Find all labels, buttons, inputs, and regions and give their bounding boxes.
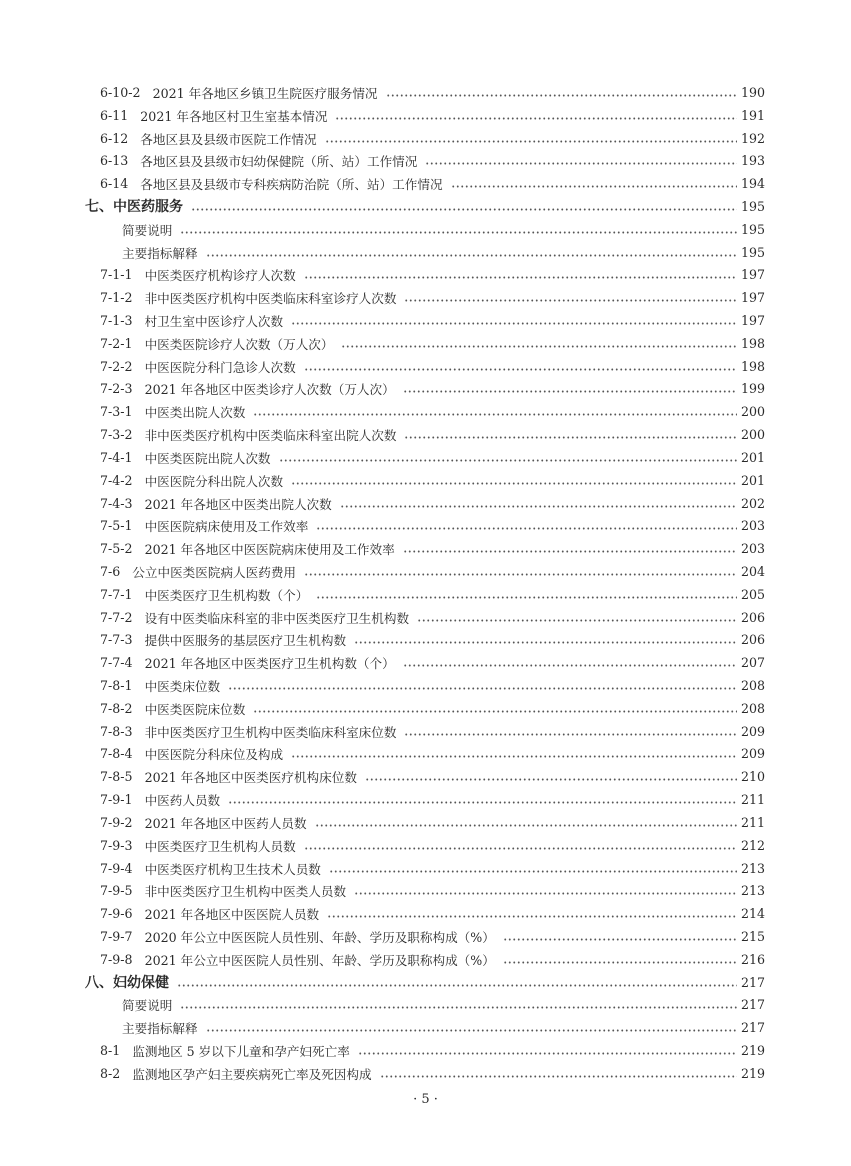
toc-entry[interactable] [0,560,851,583]
dot-leader [365,778,737,781]
entry-title: 中医类医院出院人次数 [144,450,271,466]
entry-code: 7-8-1 [100,678,133,694]
entry-code: 7-5-1 [100,518,133,534]
dot-leader [316,527,737,530]
entry-page-number: 207 [740,655,765,671]
entry-page-number: 209 [740,723,765,739]
entry-code: 7-8-2 [100,700,133,716]
entry-page-number: 200 [740,404,765,420]
entry-page-number: 219 [740,1065,765,1081]
entry-title: 非中医类医疗卫生机构中医类人员数 [144,884,347,900]
entry-title: 中医类医疗机构诊疗人次数 [144,268,296,284]
entry-title: 非中医类医疗卫生机构中医类临床科室床位数 [144,724,397,740]
entry-page-number: 211 [740,814,765,830]
toc-entry[interactable] [0,446,851,469]
entry-page-number: 197 [740,290,765,306]
toc-entry[interactable] [0,651,851,674]
dot-leader [358,1052,737,1055]
entry-code: 7-7-2 [100,609,133,625]
entry-title: 中医类床位数 [144,679,221,695]
entry-page-number: 198 [740,358,765,374]
entry-page-number: 212 [740,837,765,853]
entry-code: 7-9-4 [100,860,133,876]
dot-leader [315,824,737,827]
entry-page-number: 214 [740,906,765,922]
toc-entry[interactable] [0,423,851,446]
dot-leader [191,208,737,211]
entry-code: 7-9-3 [100,837,133,853]
entry-code: 7-1-3 [100,313,133,329]
toc-entry[interactable] [0,492,851,515]
entry-page-number: 195 [740,244,765,260]
entry-page-number: 203 [740,541,765,557]
dot-leader [380,1075,737,1078]
dot-leader [206,254,737,257]
dot-leader [503,938,737,941]
entry-code: 7-9-2 [100,814,133,830]
dot-leader [228,801,737,804]
dot-leader [304,847,737,850]
entry-title: 简要说明 [122,998,173,1014]
entry-page-number: 219 [740,1043,765,1059]
entry-page-number: 208 [740,700,765,716]
entry-page-number: 201 [740,449,765,465]
entry-code: 7-8-4 [100,746,133,762]
entry-title: 2021 年公立中医医院人员性别、年龄、学历及职称构成（%） [144,952,495,968]
entry-page-number: 204 [740,563,765,579]
dot-leader [417,619,737,622]
dot-leader [386,94,737,97]
dot-leader [404,299,737,302]
dot-leader [206,1029,737,1032]
dot-leader [327,915,737,918]
entry-page-number: 199 [740,381,765,397]
toc-entry[interactable] [0,149,851,172]
toc-entry[interactable] [0,583,851,606]
dot-leader [503,961,737,964]
entry-code: 6-13 [100,153,129,169]
toc-entry[interactable] [0,674,851,697]
entry-title: 2021 年各地区中医医院病床使用及工作效率 [144,542,395,558]
entry-title: 简要说明 [122,222,173,238]
toc-entry[interactable] [0,925,851,948]
entry-title: 中医类医院诊疗人次数（万人次） [144,336,334,352]
entry-title: 设有中医类临床科室的非中医类医疗卫生机构数 [144,610,410,626]
dot-leader [404,436,737,439]
dot-leader [291,755,737,758]
dot-leader [404,733,737,736]
entry-code: 7-9-6 [100,906,133,922]
entry-page-number: 195 [740,221,765,237]
entry-page-number: 217 [740,974,765,990]
entry-title: 八、妇幼保健 [85,975,169,992]
entry-title: 2020 年公立中医医院人员性别、年龄、学历及职称构成（%） [144,929,495,945]
entry-title: 中医类出院人次数 [144,405,246,421]
toc-entry[interactable] [0,332,851,355]
toc-entry[interactable] [0,720,851,743]
entry-title: 2021 年各地区村卫生室基本情况 [140,108,328,124]
toc-entry[interactable] [0,879,851,902]
entry-title: 中医类医院床位数 [144,701,246,717]
entry-code: 7-2-2 [100,358,133,374]
toc-entry[interactable] [0,469,851,492]
entry-title: 2021 年各地区中医类出院人次数 [144,496,332,512]
entry-title: 中医类医疗卫生机构数（个） [144,587,309,603]
entry-code: 7-8-3 [100,723,133,739]
entry-code: 8-1 [100,1043,121,1059]
entry-title: 中医医院分科门急诊人次数 [144,359,296,375]
toc-entry[interactable] [0,241,851,264]
entry-title: 提供中医服务的基层医疗卫生机构数 [144,633,347,649]
dot-leader [354,892,737,895]
entry-title: 2021 年各地区中医类医疗机构床位数 [144,770,357,786]
entry-code: 7-2-3 [100,381,133,397]
entry-title: 七、中医药服务 [85,199,183,216]
entry-title: 村卫生室中医诊疗人次数 [144,314,284,330]
entry-code: 7-4-2 [100,472,133,488]
entry-code: 7-9-7 [100,928,133,944]
entry-page-number: 197 [740,267,765,283]
entry-page-number: 208 [740,678,765,694]
entry-page-number: 206 [740,632,765,648]
dot-leader [451,185,737,188]
entry-page-number: 206 [740,609,765,625]
toc-entry[interactable] [0,948,851,971]
dot-leader [279,459,737,462]
entry-title: 2021 年各地区中医药人员数 [144,815,307,831]
table-of-contents [0,81,851,1085]
toc-entry[interactable] [0,264,851,287]
entry-page-number: 215 [740,928,765,944]
dot-leader [403,664,737,667]
entry-page-number: 217 [740,1020,765,1036]
entry-page-number: 216 [740,951,765,967]
entry-title: 非中医类医疗机构中医类临床科室诊疗人次数 [144,291,397,307]
toc-entry[interactable] [0,309,851,332]
entry-page-number: 201 [740,472,765,488]
entry-page-number: 213 [740,860,765,876]
toc-entry[interactable] [0,127,851,150]
toc-entry[interactable] [0,765,851,788]
dot-leader [180,1006,737,1009]
toc-entry[interactable] [0,514,851,537]
entry-title: 2021 年各地区中医医院人员数 [144,907,320,923]
entry-code: 7-6 [100,563,121,579]
entry-title: 中医医院分科床位及构成 [144,747,284,763]
entry-title: 各地区县及县级市医院工作情况 [140,131,317,147]
toc-entry[interactable] [0,743,851,766]
entry-page-number: 198 [740,335,765,351]
entry-page-number: 190 [740,84,765,100]
dot-leader [335,117,736,120]
dot-leader [403,550,737,553]
toc-entry[interactable] [0,172,851,195]
dot-leader [177,984,737,987]
entry-title: 2021 年各地区中医类医疗卫生机构数（个） [144,656,395,672]
entry-page-number: 205 [740,586,765,602]
toc-entry[interactable] [0,902,851,925]
toc-entry[interactable] [0,104,851,127]
entry-code: 7-3-1 [100,404,133,420]
toc-entry[interactable] [0,286,851,309]
toc-entry[interactable] [0,994,851,1017]
toc-entry[interactable] [0,606,851,629]
dot-leader [291,482,737,485]
dot-leader [329,870,737,873]
toc-entry[interactable] [0,811,851,834]
entry-title: 主要指标解释 [122,245,198,261]
entry-code: 7-7-4 [100,655,133,671]
entry-page-number: 203 [740,518,765,534]
entry-page-number: 195 [740,198,765,214]
entry-title: 中医医院分科出院人次数 [144,473,284,489]
dot-leader [325,140,737,143]
entry-page-number: 217 [740,997,765,1013]
entry-page-number: 200 [740,427,765,443]
toc-entry[interactable] [0,1039,851,1062]
dot-leader [228,687,737,690]
entry-code: 7-8-5 [100,769,133,785]
entry-page-number: 193 [740,153,765,169]
entry-page-number: 192 [740,130,765,146]
entry-code: 7-7-3 [100,632,133,648]
toc-entry[interactable] [0,1016,851,1039]
entry-title: 各地区县及县级市专科疾病防治院（所、站）工作情况 [140,177,443,193]
toc-entry[interactable] [0,834,851,857]
dot-leader [180,231,737,234]
entry-title: 各地区县及县级市妇幼保健院（所、站）工作情况 [140,154,418,170]
toc-entry[interactable] [0,1062,851,1085]
toc-entry[interactable] [0,218,851,241]
toc-entry[interactable] [0,537,851,560]
entry-code: 6-10-2 [100,84,141,100]
entry-title: 监测地区孕产妇主要疾病死亡率及死因构成 [132,1066,372,1082]
entry-code: 7-7-1 [100,586,133,602]
toc-entry[interactable] [0,788,851,811]
entry-title: 2021 年各地区中医类诊疗人次数（万人次） [144,382,395,398]
entry-code: 7-3-2 [100,427,133,443]
dot-leader [354,641,737,644]
entry-title: 主要指标解释 [122,1021,198,1037]
entry-page-number: 209 [740,746,765,762]
toc-entry[interactable] [0,857,851,880]
entry-title: 非中医类医疗机构中医类临床科室出院人次数 [144,428,397,444]
entry-title: 监测地区 5 岁以下儿童和孕产妇死亡率 [132,1044,350,1060]
dot-leader [340,505,737,508]
entry-title: 中医药人员数 [144,793,221,809]
entry-code: 7-4-1 [100,449,133,465]
entry-title: 中医类医疗卫生机构人员数 [144,838,296,854]
dot-leader [425,162,737,165]
entry-code: 7-9-1 [100,792,133,808]
entry-page-number: 210 [740,769,765,785]
toc-entry[interactable] [0,378,851,401]
entry-page-number: 211 [740,792,765,808]
entry-code: 7-1-1 [100,267,133,283]
dot-leader [304,573,737,576]
entry-title: 2021 年各地区乡镇卫生院医疗服务情况 [152,85,378,101]
dot-leader [291,322,737,325]
entry-title: 中医医院病床使用及工作效率 [144,519,309,535]
entry-page-number: 191 [740,107,765,123]
entry-title: 公立中医类医院病人医药费用 [132,564,296,580]
entry-code: 8-2 [100,1065,121,1081]
entry-code: 6-14 [100,176,129,192]
entry-code: 7-9-8 [100,951,133,967]
toc-entry[interactable] [0,697,851,720]
toc-entry[interactable] [0,355,851,378]
entry-page-number: 213 [740,883,765,899]
toc-section-heading[interactable] [0,195,851,218]
entry-code: 7-2-1 [100,335,133,351]
entry-page-number: 197 [740,313,765,329]
page-number: · 5 · [413,1092,438,1107]
dot-leader [304,276,737,279]
dot-leader [253,413,737,416]
entry-code: 6-12 [100,130,129,146]
dot-leader [403,390,737,393]
toc-section-heading[interactable] [0,971,851,994]
entry-code: 7-4-3 [100,495,133,511]
entry-code: 6-11 [100,107,129,123]
toc-entry[interactable] [0,400,851,423]
entry-page-number: 194 [740,176,765,192]
entry-title: 中医类医疗机构卫生技术人员数 [144,861,321,877]
entry-page-number: 202 [740,495,765,511]
dot-leader [316,596,737,599]
toc-entry[interactable] [0,81,851,104]
entry-code: 7-1-2 [100,290,133,306]
toc-entry[interactable] [0,629,851,652]
entry-code: 7-5-2 [100,541,133,557]
dot-leader [341,345,736,348]
dot-leader [253,710,737,713]
dot-leader [304,368,737,371]
entry-code: 7-9-5 [100,883,133,899]
